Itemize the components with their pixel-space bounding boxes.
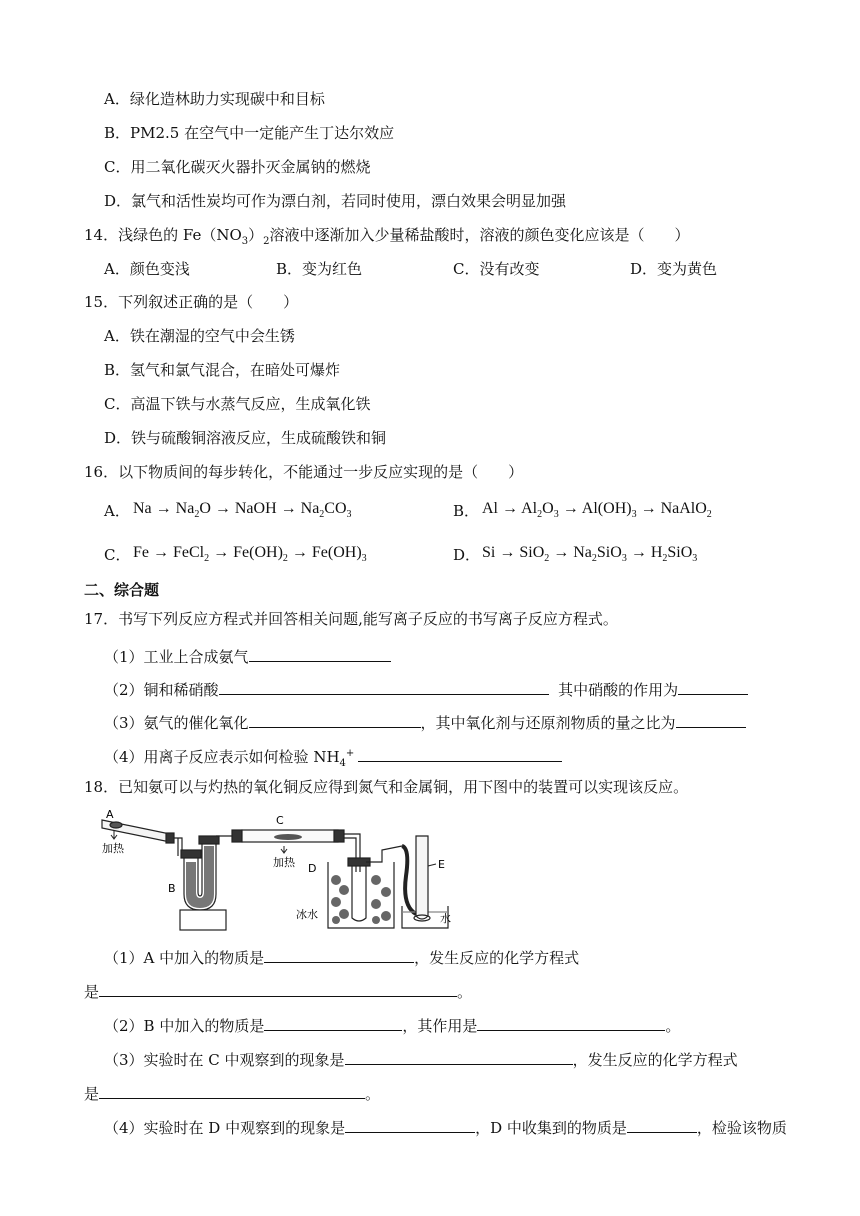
- stand-block: [180, 910, 226, 930]
- q18-sub3-text-d: 。: [365, 1085, 381, 1103]
- q16-row-ab: [0, 501, 860, 523]
- q17-sub3-text-b: ，其中氧化剂与还原剂物质的量之比为: [420, 714, 676, 732]
- copper-oxide: [274, 834, 302, 840]
- q18-sub2-text-b: ，其作用是: [402, 1017, 478, 1035]
- q16-option-d-label: D．: [453, 546, 481, 564]
- q17-sub1: [104, 645, 391, 667]
- q15-option-d: D．铁与硫酸铜溶液反应，生成硫酸铁和铜: [104, 429, 387, 447]
- q14-stem-part: ）: [248, 226, 264, 244]
- q16-option-d-formula: $Si \to SiO_2 \to Na_2SiO_3 \to H_2SiO_3$: [482, 544, 698, 565]
- q14-sub: 3: [241, 236, 249, 247]
- label-b: B: [168, 882, 176, 895]
- q17-sub3-text: （3）氨气的催化氧化: [104, 714, 249, 732]
- q15-option-c: C．高温下铁与水蒸气反应，生成氧化铁: [104, 395, 371, 413]
- q16-option-a-label: A．: [104, 502, 130, 520]
- answer-blank[interactable]: [345, 1048, 573, 1065]
- q16-option-b-label: B．: [453, 502, 480, 520]
- rubber-tube: [402, 846, 416, 914]
- q16-row-cd: [0, 545, 860, 567]
- q14-stem: [84, 225, 690, 252]
- q14-option-c: C．没有改变: [453, 260, 540, 278]
- q18-sub4: [104, 1116, 787, 1138]
- pointer-line: [428, 864, 436, 866]
- answer-blank[interactable]: [219, 678, 549, 695]
- ice-cubes: [331, 875, 391, 924]
- q18-sub3-text: （3）实验时在 C 中观察到的现象是: [104, 1051, 345, 1069]
- answer-blank[interactable]: [249, 711, 421, 728]
- answer-blank[interactable]: [249, 645, 391, 662]
- q18-sub1-text: （1）A 中加入的物质是: [104, 949, 265, 967]
- answer-blank[interactable]: [477, 1014, 665, 1031]
- q14-options: [0, 259, 860, 279]
- apparatus-figure: [98, 806, 498, 932]
- q16-stem: 16．以下物质间的每步转化，不能通过一步反应实现的是（ ）: [84, 463, 524, 481]
- label-d: D: [308, 862, 317, 875]
- answer-blank[interactable]: [99, 1082, 365, 1099]
- q13-option-c: C．用二氧化碳灭火器扑灭金属钠的燃烧: [104, 158, 371, 176]
- q17-sub2-text: （2）铜和稀硝酸: [104, 681, 219, 699]
- q16-option-c-label: C．: [104, 546, 131, 564]
- q17-sub2-text-b: 其中硝酸的作用为: [558, 681, 679, 699]
- q18-sub1-cont: [84, 980, 472, 1002]
- q18-sub4-text-b: ，D 中收集到的物质是: [475, 1119, 627, 1137]
- label-water: 水: [440, 912, 451, 925]
- q17-sub4-text: （4）用离子反应表示如何检验 NH: [104, 748, 340, 766]
- q17-sub4-sup: +: [345, 748, 355, 759]
- q18-sub1-text-b: ，发生反应的化学方程式: [414, 949, 580, 967]
- q18-sub1: [104, 946, 579, 968]
- section-heading: 二、综合题: [84, 581, 160, 599]
- q18-stem: 18．已知氨可以与灼热的氧化铜反应得到氮气和金属铜，用下图中的装置可以实现该反应。: [84, 778, 689, 796]
- q14-option-a: A．颜色变浅: [104, 260, 190, 278]
- answer-blank[interactable]: [264, 1014, 402, 1031]
- label-a: A: [106, 808, 114, 821]
- answer-blank[interactable]: [678, 678, 748, 695]
- q18-sub3-text-b: ，发生反应的化学方程式: [572, 1051, 738, 1069]
- q17-sub2: [104, 678, 748, 700]
- q13-option-b: B．PM2.5 在空气中一定能产生丁达尔效应: [104, 124, 395, 142]
- answer-blank[interactable]: [99, 980, 457, 997]
- q14-option-b: B．变为红色: [276, 260, 363, 278]
- q16-option-a-formula: $Na \to Na_2O$ → NaOH → $Na_2CO_3$: [133, 500, 352, 521]
- q14-stem-part: 14．浅绿色的 Fe（NO: [84, 226, 242, 244]
- answer-blank[interactable]: [676, 711, 746, 728]
- answer-blank[interactable]: [264, 946, 414, 963]
- q18-sub3: [104, 1048, 738, 1070]
- label-c: C: [276, 814, 284, 827]
- q16-option-c-formula: Fe → FeCl$_2$ → $Fe(OH)_2 \to Fe(OH)_3$: [133, 544, 367, 565]
- q18-sub3-cont: [84, 1082, 380, 1104]
- q18-sub3-text-c: 是: [84, 1085, 100, 1103]
- q14-option-d: D．变为黄色: [630, 260, 718, 278]
- q15-option-a: A．铁在潮湿的空气中会生锈: [104, 327, 295, 345]
- q17-stem: 17．书写下列反应方程式并回答相关问题,能写离子反应的书写离子反应方程式。: [84, 610, 618, 628]
- q14-stem-tail: 溶液中逐渐加入少量稀盐酸时，溶液的颜色变化应该是（ ）: [269, 226, 690, 244]
- arrow-icon: [281, 846, 287, 853]
- answer-blank[interactable]: [345, 1116, 475, 1133]
- q17-sub1-text: （1）工业上合成氨气: [104, 648, 249, 666]
- q18-sub4-text: （4）实验时在 D 中观察到的现象是: [104, 1119, 346, 1137]
- q18-sub1-text-c: 是: [84, 983, 100, 1001]
- label-ice-water: 冰水: [296, 908, 318, 921]
- answer-blank[interactable]: [627, 1116, 697, 1133]
- label-heat-c: 加热: [273, 856, 295, 869]
- q16-option-b-formula: $Al \to Al_2O_3 \to Al(OH)_3$ → NaAlO$_2$: [482, 500, 712, 521]
- q15-stem: 15．下列叙述正确的是（ ）: [84, 293, 299, 311]
- q18-sub2: [104, 1014, 680, 1036]
- q17-sub4-sub: 4: [339, 758, 346, 769]
- q18-sub4-text-c: ，检验该物质: [696, 1119, 787, 1137]
- q14-sub2: 2: [263, 236, 270, 247]
- q18-sub1-text-d: 。: [457, 983, 473, 1001]
- q15-option-b: B．氢气和氯气混合，在暗处可爆炸: [104, 361, 341, 379]
- q13-option-a: A．绿化造林助力实现碳中和目标: [104, 90, 325, 108]
- q13-option-d: D．氯气和活性炭均可作为漂白剂，若同时使用，漂白效果会明显加强: [104, 192, 567, 210]
- q17-sub3: [104, 711, 746, 733]
- label-heat-a: 加热: [102, 842, 124, 855]
- q18-sub2-text-c: 。: [665, 1017, 681, 1035]
- answer-blank[interactable]: [358, 745, 562, 762]
- q17-sub4: [104, 744, 562, 774]
- label-e: E: [438, 858, 445, 871]
- q18-sub2-text: （2）B 中加入的物质是: [104, 1017, 265, 1035]
